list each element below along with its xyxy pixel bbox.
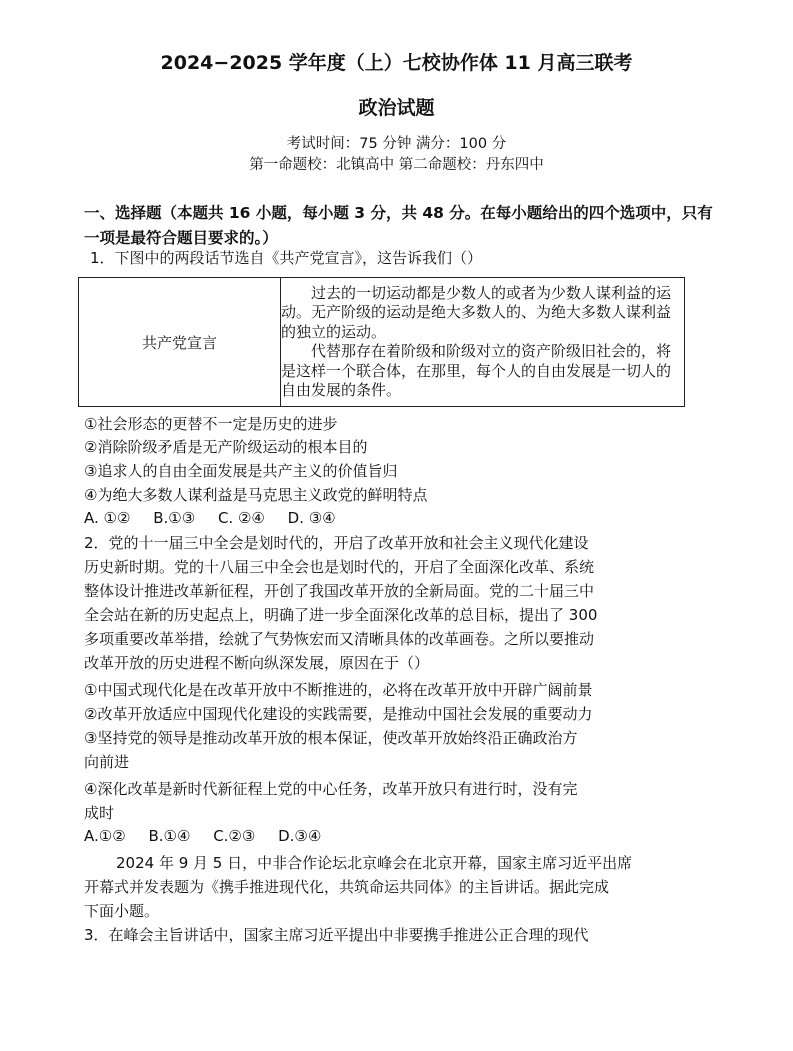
q2-item-3-cont: 向前进 — [84, 753, 130, 771]
exam-title: 2024−2025 学年度（上）七校协作体 11 月高三联考 — [160, 52, 633, 74]
intro-line: 开幕式并发表题为《携手推进现代化，共筑命运共同体》的主旨讲话。据此完成 — [84, 878, 610, 896]
q2-option-d: D.③④ — [278, 827, 322, 845]
quote-paragraph-1: 过去的一切运动都是少数人的或者为少数人谋利益的运动。无产阶级的运动是绝大多数人的、为绝大多数人谋利益的独立的运动。 — [281, 283, 672, 341]
q2-option-c: C.②③ — [213, 827, 256, 845]
q2-item-4-cont: 成时 — [84, 804, 115, 822]
manifesto-table — [78, 277, 685, 407]
q1-options — [84, 509, 354, 527]
q2-stem-line: 全会站在新的历史起点上，明确了进一步全面深化改革的总目标，提出了 300 — [84, 606, 598, 624]
school-info: 第一命题校：北镇高中 第二命题校：丹东四中 — [249, 157, 544, 173]
q1-item-2: ②消除阶级矛盾是无产阶级运动的根本目的 — [84, 438, 368, 456]
q2-stem-line: 改革开放的历史进程不断向纵深发展，原因在于（） — [84, 654, 430, 672]
q2-option-b: B.①④ — [148, 827, 191, 845]
table-quote — [281, 278, 685, 407]
table-label: 共产党宣言 — [79, 278, 281, 407]
intro-line: 下面小题。 — [84, 902, 160, 920]
exam-info: 考试时间：75 分钟 满分：100 分 — [286, 136, 507, 152]
q1-option-b: B.①③ — [153, 509, 196, 527]
subject-title: 政治试题 — [358, 97, 435, 119]
q1-item-1: ①社会形态的更替不一定是历史的进步 — [84, 415, 338, 433]
q2-stem-line: 2．党的十一届三中全会是划时代的，开启了改革开放和社会主义现代化建设 — [84, 534, 589, 552]
q1-option-a: A. ①② — [84, 509, 131, 527]
q2-stem-line: 历史新时期。党的十八届三中全会也是划时代的，开启了全面深化改革、系统 — [84, 558, 595, 576]
q2-options — [84, 827, 339, 845]
q2-stem-line: 多项重要改革举措，绘就了气势恢宏而又清晰具体的改革画卷。之所以要推动 — [84, 630, 595, 648]
q1-item-3: ③追求人的自由全面发展是共产主义的价值旨归 — [84, 462, 398, 480]
q2-stem-line: 整体设计推进改革新征程，开创了我国改革开放的全新局面。党的二十届三中 — [84, 582, 595, 600]
quote-paragraph-2: 代替那存在着阶级和阶级对立的资产阶级旧社会的，将是这样一个联合体，在那里，每个人的自由发展是一切人的自由发展的条件。 — [281, 342, 672, 399]
q1-stem: 1．下图中的两段话节选自《共产党宣言》，这告诉我们（） — [90, 249, 483, 267]
intro-line: 2024 年 9 月 5 日，中非合作论坛北京峰会在北京开幕，国家主席习近平出席 — [116, 854, 633, 872]
q1-option-d: D. ③④ — [287, 509, 336, 527]
q2-item-4: ④深化改革是新时代新征程上党的中心任务，改革开放只有进行时，没有完 — [84, 780, 578, 798]
q3-stem: 3．在峰会主旨讲话中，国家主席习近平提出中非要携手推进公正合理的现代 — [84, 926, 589, 944]
q2-item-3: ③坚持党的领导是推动改革开放的根本保证，使改革开放始终沿正确政治方 — [84, 729, 578, 747]
q1-option-c: C. ②④ — [217, 509, 265, 527]
q2-item-1: ①中国式现代化是在改革开放中不断推进的，必将在改革开放中开辟广阔前景 — [84, 681, 593, 699]
q1-item-4: ④为绝大多数人谋利益是马克思主义政党的鲜明特点 — [84, 486, 428, 504]
q2-option-a: A.①② — [84, 827, 126, 845]
q2-item-2: ②改革开放适应中国现代化建设的实践需要，是推动中国社会发展的重要动力 — [84, 705, 593, 723]
section-heading: 一、选择题（本题共 16 小题，每小题 3 分，共 48 分。在每小题给出的四个选项中，只有一项是最符合题目要求的。） — [84, 204, 713, 247]
